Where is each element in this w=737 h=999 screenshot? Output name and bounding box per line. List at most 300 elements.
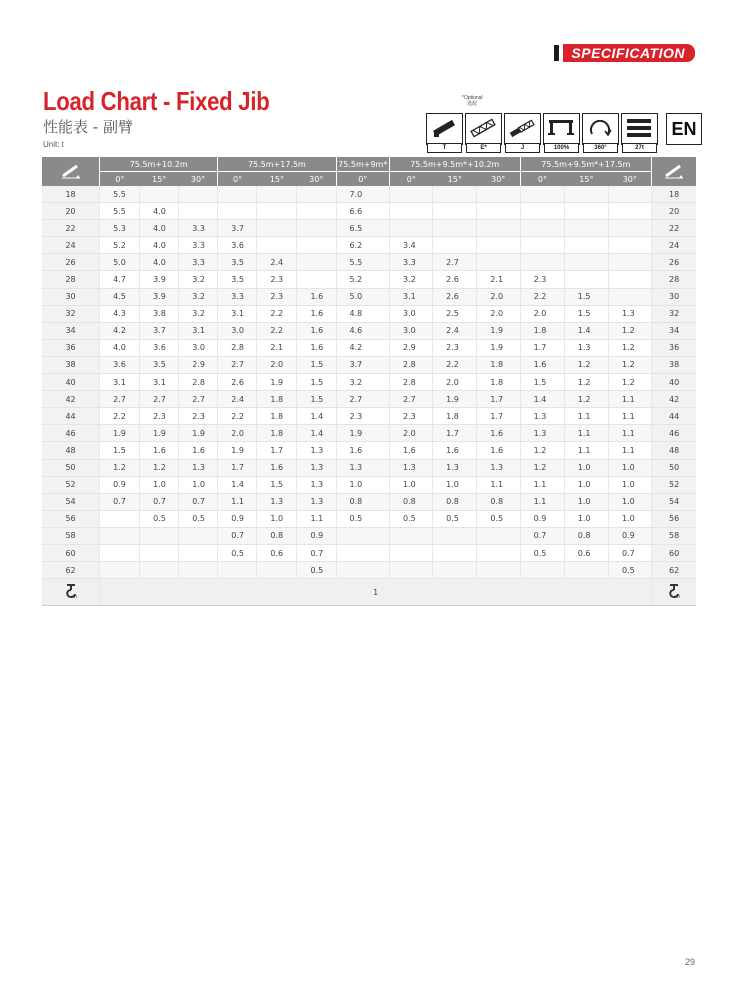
radius-cell: 58 [42, 527, 100, 544]
load-cell: 1.1 [218, 493, 257, 510]
load-cell: 3.1 [389, 288, 432, 305]
load-cell: 2.7 [179, 391, 218, 408]
load-cell: 5.2 [100, 237, 140, 254]
load-cell [179, 186, 218, 203]
hook-reeving-row [42, 579, 696, 606]
load-cell [257, 237, 297, 254]
load-cell: 1.4 [218, 476, 257, 493]
radius-cell: 46 [42, 425, 100, 442]
table-row [42, 493, 696, 510]
optional-note [462, 95, 483, 107]
load-cell: 2.6 [218, 374, 257, 391]
load-cell [433, 527, 477, 544]
optional-note-en: *Optional [462, 95, 483, 101]
radius-icon [663, 163, 685, 179]
load-cell [433, 544, 477, 561]
load-cell: 0.8 [433, 493, 477, 510]
load-cell: 1.1 [297, 510, 336, 527]
radius-cell-right: 28 [652, 271, 696, 288]
table-row [42, 544, 696, 561]
load-cell [218, 203, 257, 220]
load-cell [564, 203, 608, 220]
load-cell [608, 237, 651, 254]
load-cell: 1.6 [433, 442, 477, 459]
specification-badge: SPECIFICATION [563, 44, 695, 62]
load-cell: 1.8 [477, 374, 520, 391]
load-cell: 1.6 [297, 305, 336, 322]
load-cell [179, 544, 218, 561]
table-row [42, 271, 696, 288]
load-cell: 3.0 [179, 339, 218, 356]
load-cell: 1.8 [257, 425, 297, 442]
load-cell: 3.7 [140, 322, 179, 339]
load-cell: 1.0 [608, 476, 651, 493]
radius-cell-right: 56 [652, 510, 696, 527]
load-cell [140, 562, 179, 579]
load-cell: 0.5 [297, 562, 336, 579]
radius-cell: 32 [42, 305, 100, 322]
load-cell: 6.2 [336, 237, 389, 254]
load-cell: 1.0 [433, 476, 477, 493]
load-cell: 0.6 [564, 544, 608, 561]
load-cell [218, 562, 257, 579]
load-cell: 1.3 [179, 459, 218, 476]
load-cell: 2.7 [218, 356, 257, 373]
load-cell: 3.7 [336, 356, 389, 373]
load-cell: 0.7 [100, 493, 140, 510]
load-cell: 2.4 [218, 391, 257, 408]
table-row [42, 288, 696, 305]
group-header: 75.5m+9.5m*+17.5m [520, 157, 652, 172]
load-chart-body [42, 186, 696, 606]
load-cell: 3.2 [179, 271, 218, 288]
load-cell: 1.9 [257, 374, 297, 391]
load-cell: 1.9 [477, 322, 520, 339]
radius-cell-right: 20 [652, 203, 696, 220]
radius-cell-right: 32 [652, 305, 696, 322]
load-cell [520, 254, 564, 271]
table-row [42, 237, 696, 254]
load-cell [100, 527, 140, 544]
angle-header: 0° [218, 172, 257, 187]
load-cell [297, 186, 336, 203]
load-cell: 2.3 [520, 271, 564, 288]
load-cell: 1.2 [564, 391, 608, 408]
radius-cell: 30 [42, 288, 100, 305]
load-cell [179, 527, 218, 544]
radius-cell-right: 46 [652, 425, 696, 442]
load-cell: 3.6 [218, 237, 257, 254]
radius-cell: 22 [42, 220, 100, 237]
page-title: Load Chart - Fixed Jib [43, 86, 270, 116]
load-cell [564, 271, 608, 288]
load-cell [140, 544, 179, 561]
load-cell: 1.9 [140, 425, 179, 442]
load-cell: 1.1 [608, 391, 651, 408]
load-cell [477, 544, 520, 561]
load-cell: 1.4 [297, 408, 336, 425]
load-cell: 1.0 [140, 476, 179, 493]
load-cell [140, 186, 179, 203]
load-cell: 1.2 [100, 459, 140, 476]
load-cell: 1.9 [433, 391, 477, 408]
load-cell [433, 220, 477, 237]
load-cell: 0.9 [520, 510, 564, 527]
load-cell: 1.8 [433, 408, 477, 425]
load-cell: 0.7 [520, 527, 564, 544]
table-row [42, 322, 696, 339]
load-cell [297, 203, 336, 220]
load-cell [477, 237, 520, 254]
load-cell: 0.5 [477, 510, 520, 527]
radius-cell-right: 52 [652, 476, 696, 493]
load-cell: 1.0 [389, 476, 432, 493]
radius-cell: 56 [42, 510, 100, 527]
load-cell: 0.6 [257, 544, 297, 561]
radius-cell-right: 30 [652, 288, 696, 305]
load-cell: 1.0 [608, 459, 651, 476]
load-cell [520, 186, 564, 203]
load-cell [608, 203, 651, 220]
radius-cell-right: 34 [652, 322, 696, 339]
load-cell: 0.9 [100, 476, 140, 493]
load-cell: 1.7 [257, 442, 297, 459]
load-cell: 1.5 [564, 305, 608, 322]
load-cell: 0.9 [297, 527, 336, 544]
load-cell: 2.3 [257, 288, 297, 305]
radius-header-right [652, 157, 696, 186]
load-cell: 1.7 [477, 408, 520, 425]
load-cell [257, 186, 297, 203]
angle-header: 30° [297, 172, 336, 187]
load-cell [608, 271, 651, 288]
load-cell: 2.1 [257, 339, 297, 356]
load-cell: 0.7 [218, 527, 257, 544]
table-row [42, 203, 696, 220]
load-cell: 1.5 [520, 374, 564, 391]
unit-label: Unit: t [43, 140, 64, 149]
load-cell: 3.9 [140, 271, 179, 288]
radius-cell: 40 [42, 374, 100, 391]
load-cell: 0.8 [257, 527, 297, 544]
load-cell: 3.1 [100, 374, 140, 391]
load-cell: 1.6 [257, 459, 297, 476]
radius-cell-right: 42 [652, 391, 696, 408]
load-cell: 1.3 [520, 425, 564, 442]
load-cell: 1.9 [477, 339, 520, 356]
load-cell: 1.1 [608, 408, 651, 425]
load-cell: 2.2 [218, 408, 257, 425]
load-cell: 1.6 [179, 442, 218, 459]
load-cell [433, 237, 477, 254]
load-cell [179, 562, 218, 579]
radius-cell: 54 [42, 493, 100, 510]
load-cell: 2.8 [179, 374, 218, 391]
load-cell: 2.0 [218, 425, 257, 442]
table-row [42, 305, 696, 322]
load-cell: 3.1 [140, 374, 179, 391]
load-cell: 1.3 [389, 459, 432, 476]
svg-text:n: n [73, 594, 77, 600]
load-cell: 1.5 [257, 476, 297, 493]
counterweight-icon [621, 113, 658, 151]
radius-cell-right: 58 [652, 527, 696, 544]
load-cell: 1.0 [257, 510, 297, 527]
load-cell: 2.8 [218, 339, 257, 356]
load-cell: 3.3 [179, 237, 218, 254]
load-cell [389, 186, 432, 203]
load-cell: 1.1 [520, 493, 564, 510]
radius-cell-right: 40 [652, 374, 696, 391]
load-cell [564, 186, 608, 203]
language-badge: EN [666, 113, 702, 145]
load-cell: 2.7 [100, 391, 140, 408]
load-cell: 2.8 [389, 374, 432, 391]
load-cell: 6.5 [336, 220, 389, 237]
load-cell: 1.2 [608, 356, 651, 373]
load-chart-table [42, 157, 696, 606]
load-cell [433, 203, 477, 220]
radius-cell: 60 [42, 544, 100, 561]
load-cell [477, 220, 520, 237]
load-cell [257, 203, 297, 220]
angle-header: 0° [520, 172, 564, 187]
load-cell: 1.7 [433, 425, 477, 442]
load-cell: 1.2 [608, 322, 651, 339]
angle-header: 0° [336, 172, 389, 187]
load-cell: 2.4 [257, 254, 297, 271]
load-cell: 2.9 [179, 356, 218, 373]
radius-cell: 52 [42, 476, 100, 493]
load-cell: 1.2 [520, 459, 564, 476]
table-row [42, 186, 696, 203]
radius-cell-right: 38 [652, 356, 696, 373]
load-cell [564, 562, 608, 579]
svg-text:n: n [677, 594, 681, 600]
load-cell [520, 203, 564, 220]
load-cell: 1.3 [297, 493, 336, 510]
load-cell: 1.7 [477, 391, 520, 408]
load-cell: 0.7 [297, 544, 336, 561]
load-cell [477, 562, 520, 579]
load-cell: 2.6 [433, 271, 477, 288]
load-cell: 3.0 [218, 322, 257, 339]
group-header: 75.5m+17.5m [218, 157, 336, 172]
angle-header: 0° [100, 172, 140, 187]
load-cell: 1.0 [608, 493, 651, 510]
load-cell: 3.6 [100, 356, 140, 373]
load-cell: 2.4 [433, 322, 477, 339]
load-cell [477, 527, 520, 544]
load-cell [564, 254, 608, 271]
load-cell: 1.9 [100, 425, 140, 442]
load-cell [257, 562, 297, 579]
load-cell: 2.0 [433, 374, 477, 391]
load-cell: 3.2 [179, 288, 218, 305]
radius-cell: 48 [42, 442, 100, 459]
radius-cell: 42 [42, 391, 100, 408]
load-cell [100, 510, 140, 527]
load-cell: 1.6 [336, 442, 389, 459]
load-cell: 1.2 [608, 339, 651, 356]
load-cell: 1.6 [297, 322, 336, 339]
load-cell: 1.3 [297, 459, 336, 476]
load-cell [140, 527, 179, 544]
section-badge [554, 44, 695, 62]
group-header: 75.5m+9.5m*+10.2m [389, 157, 520, 172]
load-cell: 1.9 [336, 425, 389, 442]
load-cell: 1.2 [520, 442, 564, 459]
radius-cell: 62 [42, 562, 100, 579]
radius-cell-right: 60 [652, 544, 696, 561]
load-cell: 4.0 [140, 220, 179, 237]
load-cell: 1.1 [608, 425, 651, 442]
load-cell: 1.7 [520, 339, 564, 356]
table-row [42, 459, 696, 476]
load-cell: 1.3 [477, 459, 520, 476]
load-cell [608, 288, 651, 305]
load-cell: 4.3 [100, 305, 140, 322]
telescopic-boom-label: T [427, 143, 462, 153]
load-cell: 4.6 [336, 322, 389, 339]
load-cell: 2.0 [389, 425, 432, 442]
load-cell: 3.8 [140, 305, 179, 322]
load-cell [297, 254, 336, 271]
angle-header: 30° [179, 172, 218, 187]
load-cell [389, 544, 432, 561]
radius-cell-right: 48 [652, 442, 696, 459]
load-cell [297, 271, 336, 288]
load-cell: 1.0 [179, 476, 218, 493]
load-cell: 2.7 [389, 391, 432, 408]
load-cell: 1.5 [100, 442, 140, 459]
jib-label: J [505, 143, 540, 153]
table-row [42, 356, 696, 373]
load-cell: 3.1 [218, 305, 257, 322]
load-cell [433, 562, 477, 579]
hook-reeving-value: 1 [100, 579, 652, 606]
load-cell: 3.1 [179, 322, 218, 339]
load-cell: 5.0 [100, 254, 140, 271]
load-cell: 1.5 [297, 356, 336, 373]
load-cell: 1.1 [520, 476, 564, 493]
load-cell: 2.7 [336, 391, 389, 408]
angle-header: 15° [433, 172, 477, 187]
load-cell: 1.0 [564, 493, 608, 510]
table-row [42, 220, 696, 237]
load-cell [389, 562, 432, 579]
load-cell: 0.5 [336, 510, 389, 527]
load-cell: 3.5 [140, 356, 179, 373]
radius-cell: 18 [42, 186, 100, 203]
hook-icon [42, 579, 100, 606]
table-row [42, 476, 696, 493]
angle-header-row [42, 172, 696, 187]
group-header: 75.5m+9m* [336, 157, 389, 172]
load-cell: 0.5 [433, 510, 477, 527]
load-cell: 1.0 [564, 476, 608, 493]
load-cell: 3.3 [389, 254, 432, 271]
radius-cell-right: 54 [652, 493, 696, 510]
load-cell [218, 186, 257, 203]
radius-header [42, 157, 100, 186]
hook-icon [652, 579, 696, 606]
load-cell: 4.0 [140, 237, 179, 254]
radius-cell: 36 [42, 339, 100, 356]
load-cell: 2.0 [520, 305, 564, 322]
load-cell: 1.0 [564, 510, 608, 527]
load-cell: 1.2 [140, 459, 179, 476]
telescopic-boom-icon [426, 113, 463, 151]
load-cell [564, 237, 608, 254]
load-cell: 2.0 [257, 356, 297, 373]
radius-cell-right: 50 [652, 459, 696, 476]
load-cell: 4.5 [100, 288, 140, 305]
load-cell: 1.5 [297, 374, 336, 391]
load-cell: 1.3 [297, 442, 336, 459]
load-cell [336, 562, 389, 579]
load-cell: 5.5 [336, 254, 389, 271]
badge-bar [554, 45, 559, 61]
load-cell: 3.0 [389, 305, 432, 322]
load-cell: 1.8 [257, 391, 297, 408]
load-cell: 2.3 [336, 408, 389, 425]
load-cell: 1.7 [218, 459, 257, 476]
load-cell: 0.5 [389, 510, 432, 527]
counterweight-label: 27t [622, 143, 657, 153]
load-cell: 2.0 [477, 288, 520, 305]
load-cell: 3.3 [218, 288, 257, 305]
load-cell [608, 220, 651, 237]
load-cell: 1.6 [389, 442, 432, 459]
load-cell: 0.8 [477, 493, 520, 510]
angle-header: 30° [608, 172, 651, 187]
extension-boom-label: E* [466, 143, 501, 153]
load-cell: 2.3 [433, 339, 477, 356]
load-cell: 1.8 [520, 322, 564, 339]
table-row [42, 562, 696, 579]
load-cell: 5.2 [336, 271, 389, 288]
radius-cell: 20 [42, 203, 100, 220]
load-cell [389, 203, 432, 220]
load-cell: 1.3 [608, 305, 651, 322]
load-cell: 0.7 [179, 493, 218, 510]
load-cell: 5.3 [100, 220, 140, 237]
optional-note-cn: 选配 [467, 101, 478, 107]
load-cell: 0.5 [140, 510, 179, 527]
load-cell: 3.2 [336, 374, 389, 391]
radius-cell: 28 [42, 271, 100, 288]
load-cell: 1.0 [336, 476, 389, 493]
load-cell: 1.2 [608, 374, 651, 391]
load-cell: 2.2 [100, 408, 140, 425]
load-cell: 1.8 [257, 408, 297, 425]
load-cell: 4.0 [100, 339, 140, 356]
load-cell: 1.3 [520, 408, 564, 425]
radius-cell-right: 26 [652, 254, 696, 271]
table-row [42, 408, 696, 425]
radius-cell-right: 22 [652, 220, 696, 237]
load-cell [179, 203, 218, 220]
load-cell [336, 527, 389, 544]
load-cell: 1.6 [297, 288, 336, 305]
load-cell: 1.1 [564, 408, 608, 425]
load-cell: 1.4 [564, 322, 608, 339]
load-cell: 6.6 [336, 203, 389, 220]
load-cell [257, 220, 297, 237]
load-cell: 1.4 [297, 425, 336, 442]
load-cell [389, 220, 432, 237]
